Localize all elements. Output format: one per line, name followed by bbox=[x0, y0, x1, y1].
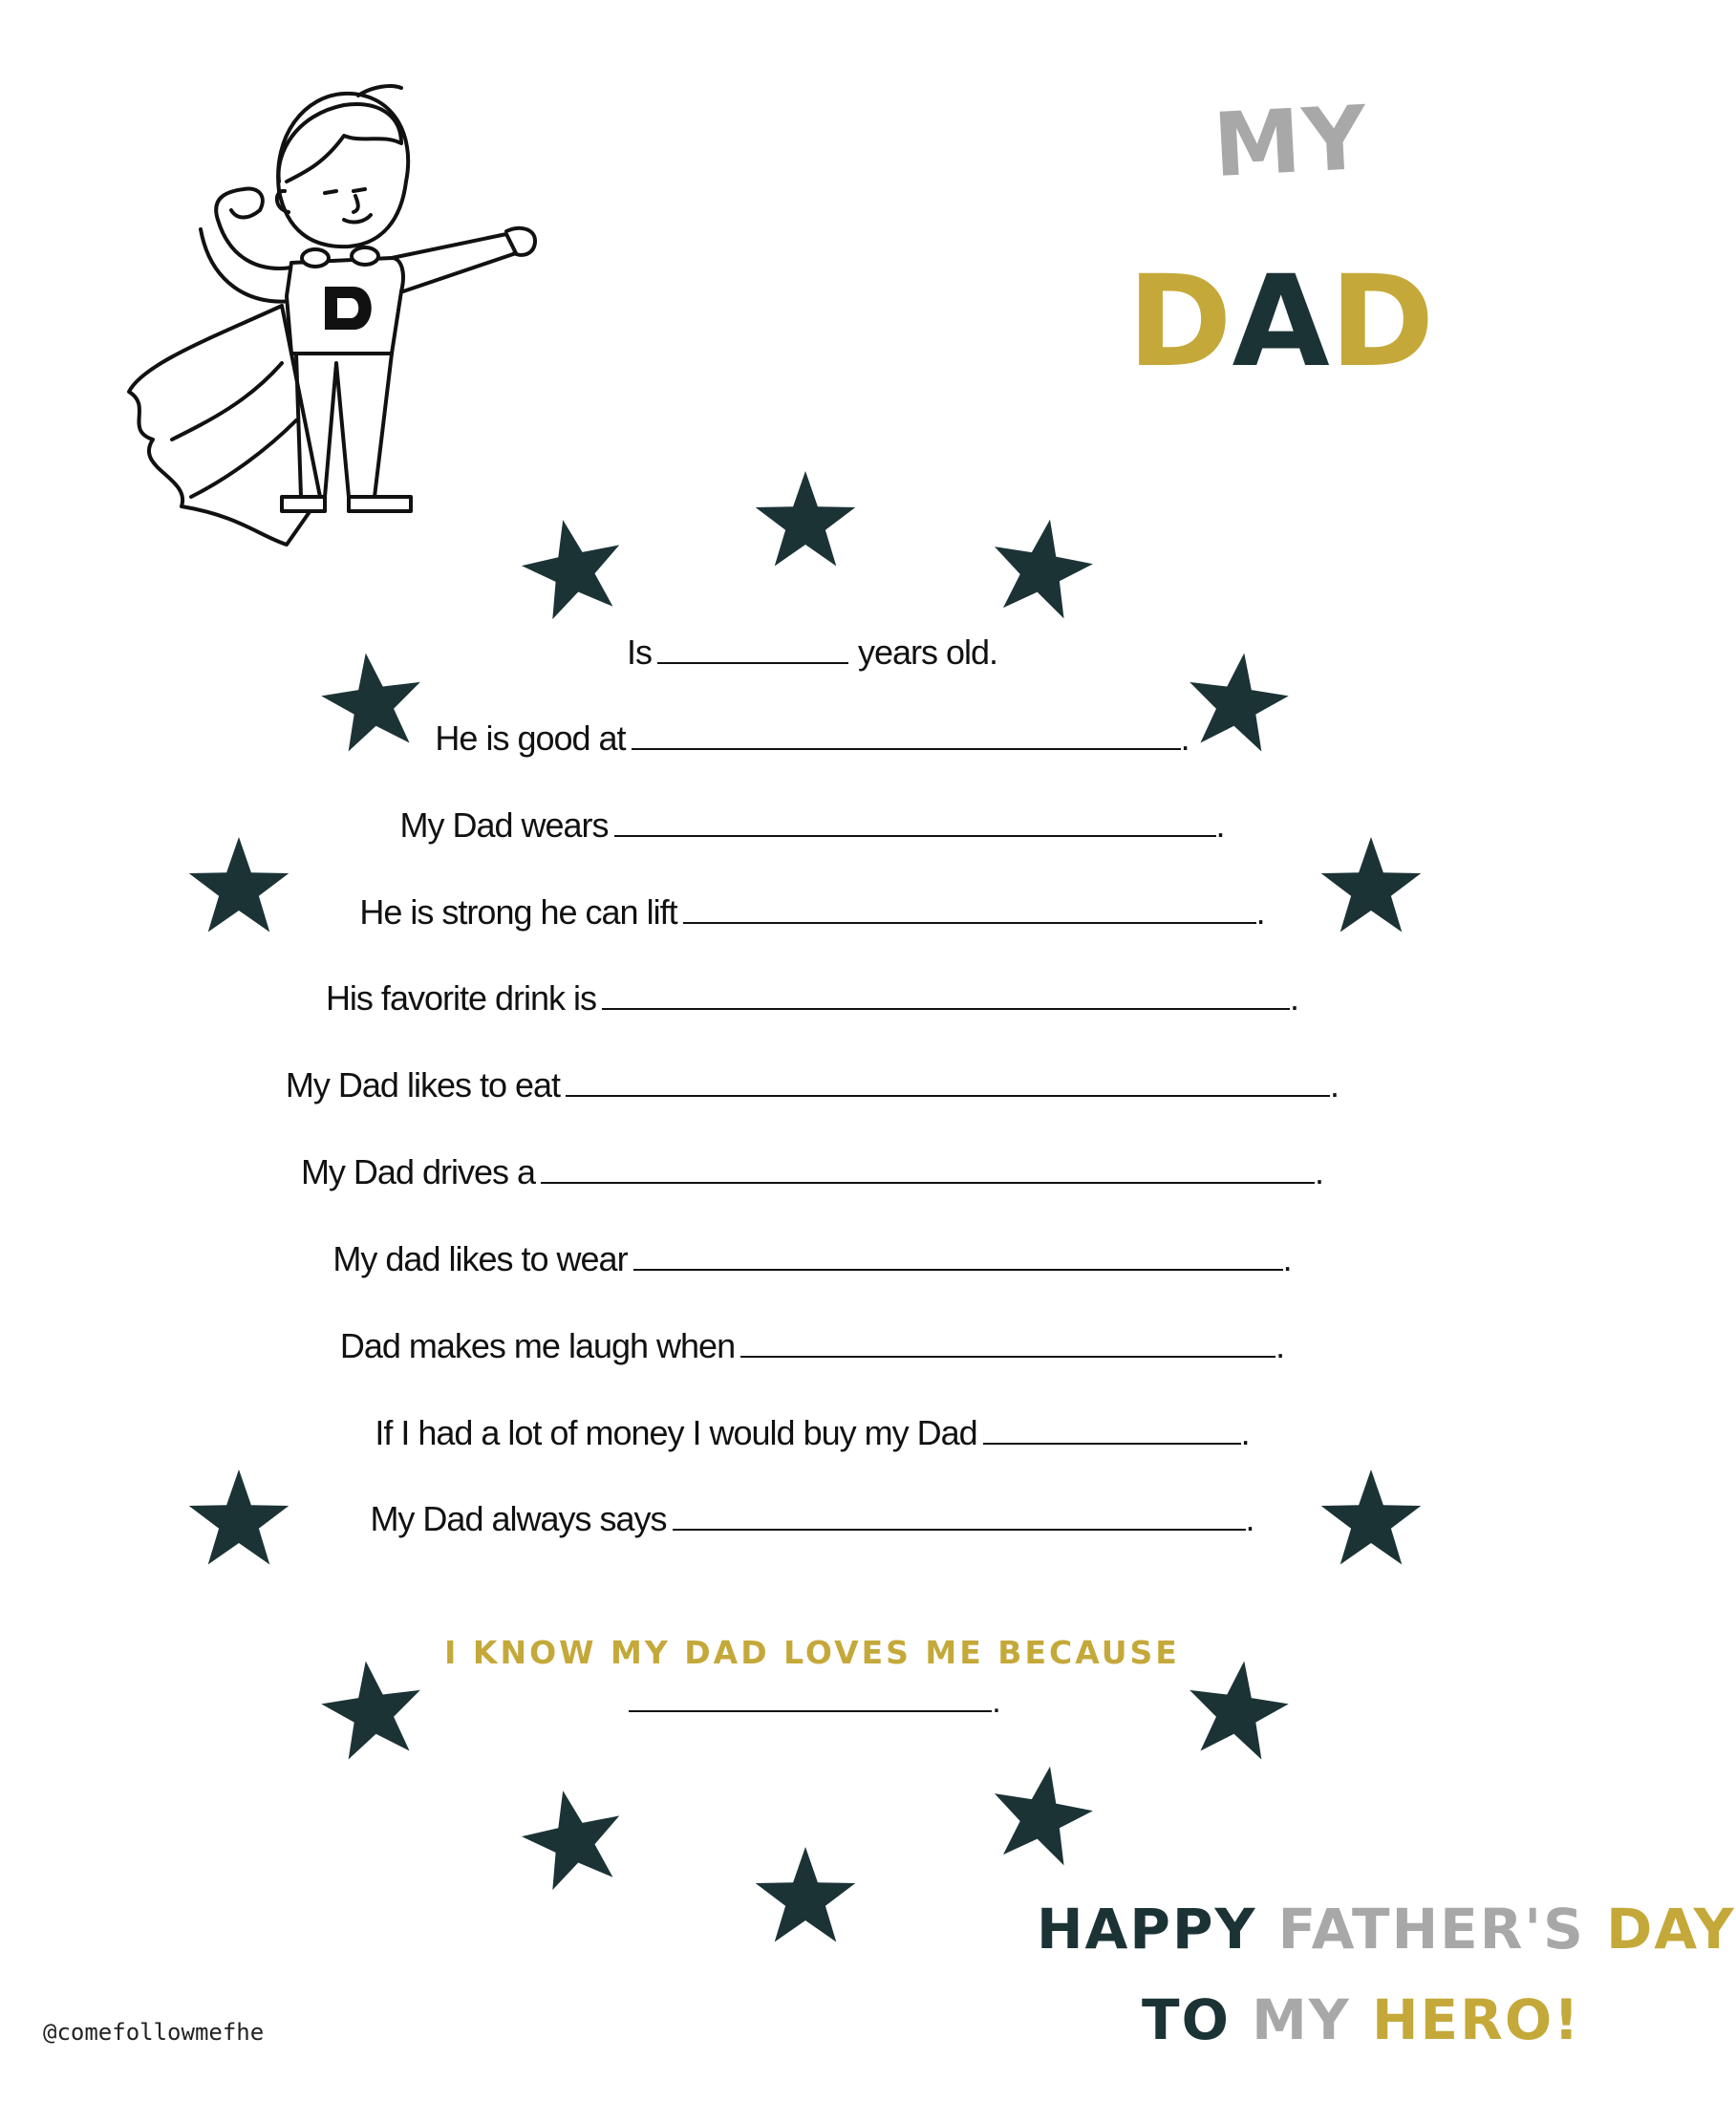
fill-in-line-age: Is years old. bbox=[626, 633, 998, 672]
title-dad-letter-a: A bbox=[1232, 248, 1330, 396]
star-icon bbox=[980, 1754, 1102, 1876]
blank-loves-me-because[interactable] bbox=[629, 1682, 992, 1712]
star-icon bbox=[511, 506, 635, 631]
footer-day: DAY bbox=[1606, 1897, 1736, 1962]
fill-in-line-money: If I had a lot of money I would buy my Dad . bbox=[375, 1413, 1250, 1452]
loves-me-because-label: I KNOW MY DAD LOVES ME BECAUSE bbox=[444, 1634, 1180, 1671]
star-icon bbox=[753, 1844, 858, 1949]
blank-laugh[interactable] bbox=[740, 1327, 1275, 1358]
blank-wears[interactable] bbox=[614, 806, 1216, 837]
fill-in-line-eat: My Dad likes to eat . bbox=[285, 1065, 1340, 1105]
star-icon bbox=[511, 1777, 635, 1901]
footer-happy-fathers-day bbox=[1037, 1897, 1736, 1962]
fill-in-line-likes-to-wear: My dad likes to wear . bbox=[332, 1239, 1292, 1278]
star-icon bbox=[980, 507, 1102, 629]
fill-in-line-lift: He is strong he can lift . bbox=[359, 892, 1265, 932]
credit-handle: @comefollowmefhe bbox=[43, 2019, 265, 2046]
fill-in-line-laugh: Dad makes me laugh when . bbox=[339, 1326, 1285, 1365]
title-my: MY bbox=[1211, 86, 1371, 198]
title-dad-letter-d1: D bbox=[1127, 248, 1232, 396]
fill-in-line-drink: His favorite drink is . bbox=[325, 978, 1299, 1018]
footer-fathers: FATHER'S bbox=[1277, 1897, 1585, 1962]
footer-to-my-hero bbox=[1142, 1987, 1581, 2052]
loves-me-because-line: . bbox=[0, 1682, 1624, 1721]
fill-in-line-says: My Dad always says . bbox=[370, 1499, 1254, 1538]
blank-age[interactable] bbox=[657, 633, 848, 664]
blank-money[interactable] bbox=[983, 1414, 1241, 1445]
fill-in-line-good-at: He is good at . bbox=[435, 719, 1189, 758]
blank-likes-to-wear[interactable] bbox=[633, 1240, 1283, 1271]
title-dad bbox=[1127, 248, 1433, 396]
blank-drink[interactable] bbox=[602, 979, 1290, 1010]
fill-in-line-wears: My Dad wears . bbox=[399, 805, 1225, 845]
fill-in-line-drives: My Dad drives a . bbox=[300, 1152, 1324, 1191]
footer-hero: HERO! bbox=[1372, 1987, 1581, 2052]
title-dad-letter-d2: D bbox=[1329, 248, 1435, 396]
blank-lift[interactable] bbox=[683, 893, 1256, 924]
star-icon bbox=[753, 468, 858, 573]
blank-says[interactable] bbox=[673, 1500, 1246, 1531]
footer-my: MY bbox=[1252, 1987, 1351, 2052]
blank-drives[interactable] bbox=[541, 1153, 1315, 1184]
footer-happy: HAPPY bbox=[1037, 1897, 1257, 1962]
blank-eat[interactable] bbox=[566, 1066, 1330, 1097]
blank-good-at[interactable] bbox=[632, 719, 1181, 750]
footer-to: TO bbox=[1142, 1987, 1231, 2052]
